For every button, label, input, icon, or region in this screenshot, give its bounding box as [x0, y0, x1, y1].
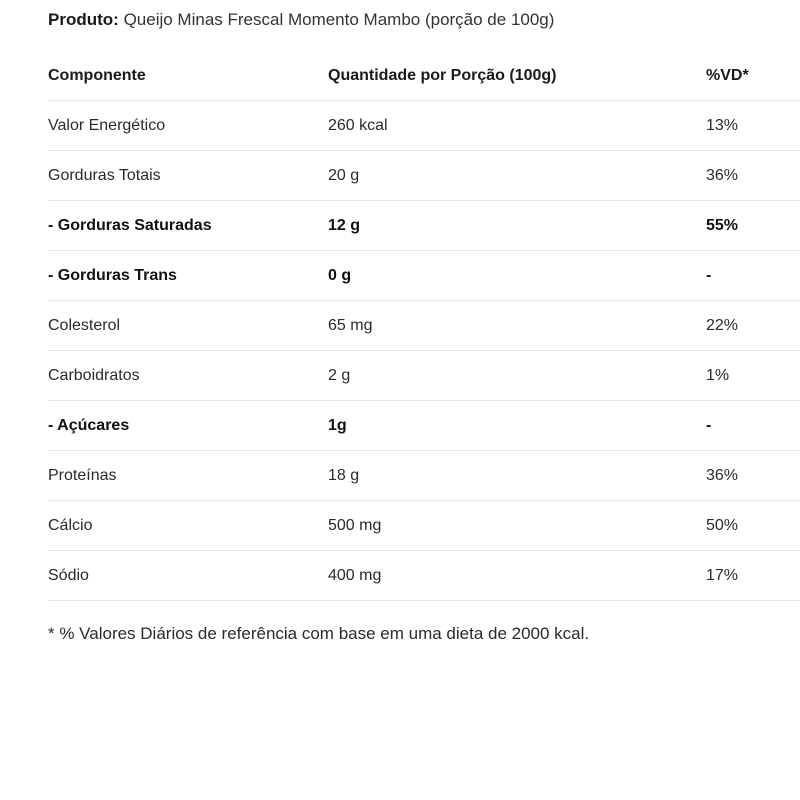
cell-daily-value: -	[706, 251, 800, 301]
cell-daily-value: 50%	[706, 501, 800, 551]
table-row	[48, 251, 800, 301]
cell-daily-value: 55%	[706, 201, 800, 251]
table-row	[48, 301, 800, 351]
cell-component: Gorduras Totais	[48, 151, 328, 201]
cell-quantity: 65 mg	[328, 301, 706, 351]
footnote: * % Valores Diários de referência com base em uma dieta de 2000 kcal.	[48, 624, 590, 643]
cell-daily-value: 17%	[706, 551, 800, 601]
cell-quantity: 2 g	[328, 351, 706, 401]
table-row	[48, 551, 800, 601]
cell-quantity: 260 kcal	[328, 101, 706, 151]
cell-component: Cálcio	[48, 501, 328, 551]
cell-daily-value: 36%	[706, 151, 800, 201]
cell-quantity: 400 mg	[328, 551, 706, 601]
cell-daily-value: 22%	[706, 301, 800, 351]
table-row	[48, 501, 800, 551]
cell-component: Valor Energético	[48, 101, 328, 151]
header-daily-value: %VD*	[706, 51, 800, 101]
nutrition-table	[48, 51, 800, 601]
table-row	[48, 351, 800, 401]
product-label: Produto:	[48, 10, 119, 29]
header-component: Componente	[48, 51, 328, 101]
cell-quantity: 500 mg	[328, 501, 706, 551]
cell-component: Proteínas	[48, 451, 328, 501]
cell-component: - Gorduras Saturadas	[48, 201, 328, 251]
cell-component: Colesterol	[48, 301, 328, 351]
cell-daily-value: 1%	[706, 351, 800, 401]
cell-component: Carboidratos	[48, 351, 328, 401]
product-name: Queijo Minas Frescal Momento Mambo (porção de 100g)	[123, 10, 555, 29]
table-row	[48, 151, 800, 201]
cell-component: - Açúcares	[48, 401, 328, 451]
cell-daily-value: 36%	[706, 451, 800, 501]
table-header-row	[48, 51, 800, 101]
cell-quantity: 18 g	[328, 451, 706, 501]
table-row	[48, 401, 800, 451]
cell-daily-value: -	[706, 401, 800, 451]
product-line	[48, 9, 554, 31]
cell-daily-value: 13%	[706, 101, 800, 151]
cell-quantity: 0 g	[328, 251, 706, 301]
table-row	[48, 101, 800, 151]
table-row	[48, 201, 800, 251]
header-quantity: Quantidade por Porção (100g)	[328, 51, 706, 101]
cell-quantity: 1g	[328, 401, 706, 451]
cell-component: - Gorduras Trans	[48, 251, 328, 301]
cell-quantity: 12 g	[328, 201, 706, 251]
cell-quantity: 20 g	[328, 151, 706, 201]
table-row	[48, 451, 800, 501]
cell-component: Sódio	[48, 551, 328, 601]
